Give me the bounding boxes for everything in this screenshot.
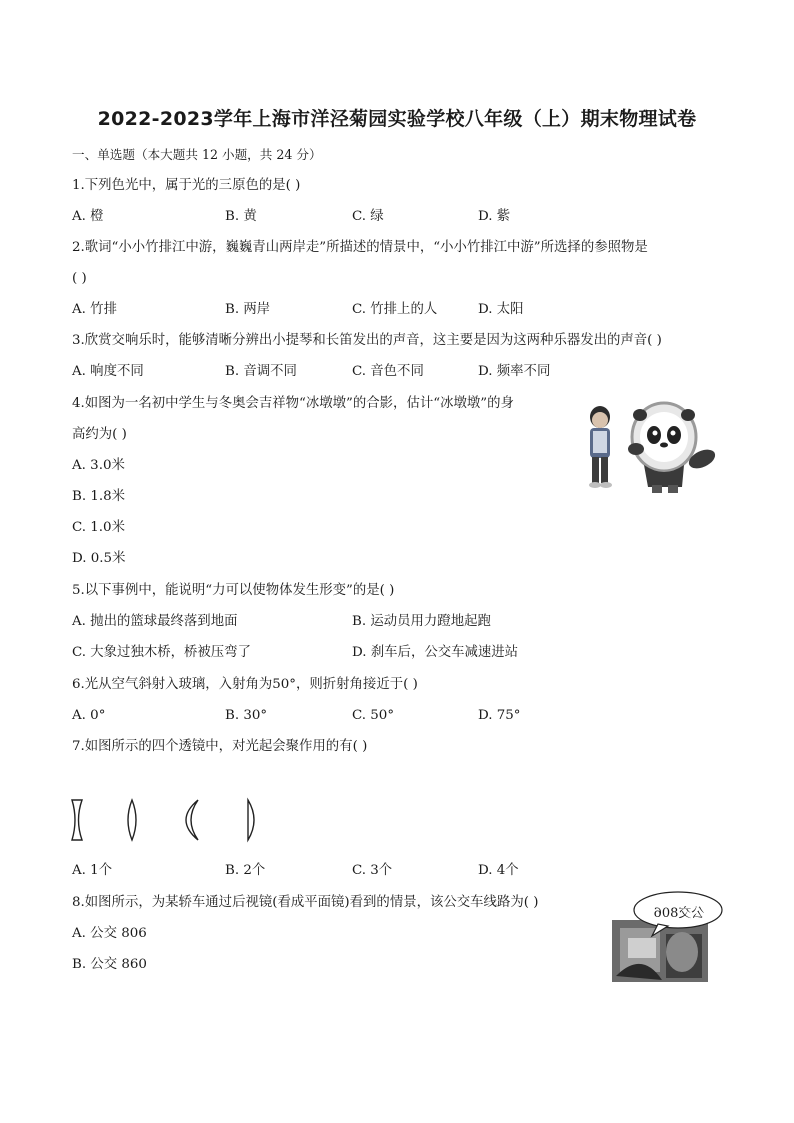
q3-option-b: B. 音调不同 [225, 364, 297, 379]
question-1: 1.下列色光中，属于光的三原色的是( ) [72, 178, 301, 193]
q6-option-a: A. 0° [72, 708, 106, 723]
q3-option-c: C. 音色不同 [352, 364, 424, 379]
q5-option-c: C. 大象过独木桥，桥被压弯了 [72, 645, 251, 660]
q1-option-a: A. 橙 [72, 209, 104, 224]
section-heading: 一、单选题（本大题共 12 小题，共 24 分） [72, 147, 322, 162]
question-4-line1: 4.如图为一名初中学生与冬奥会吉祥物“冰墩墩”的合影，估计“冰墩墩”的身 [72, 396, 514, 411]
q2-option-d: D. 太阳 [478, 302, 524, 317]
q5-option-a: A. 抛出的篮球最终落到地面 [72, 614, 238, 629]
q7-option-a: A. 1个 [72, 863, 113, 878]
rearview-mirror-photo [612, 890, 724, 982]
q6-option-b: B. 30° [225, 708, 268, 723]
q7-option-d: D. 4个 [478, 863, 519, 878]
q2-option-c: C. 竹排上的人 [352, 302, 438, 317]
student-figure [589, 406, 612, 488]
q2-option-b: B. 两岸 [225, 302, 271, 317]
q5-option-d: D. 刹车后，公交车减速进站 [352, 645, 519, 660]
question-8: 8.如图所示，为某轿车通过后视镜(看成平面镜)看到的情景，该公交车线路为( ) [72, 895, 539, 910]
q4-option-a: A. 3.0米 [72, 458, 125, 473]
q7-option-c: C. 3个 [352, 863, 393, 878]
q4-option-d: D. 0.5米 [72, 551, 126, 566]
bing-dwen-dwen-mascot [628, 403, 718, 493]
q1-option-d: D. 紫 [478, 209, 511, 224]
q8-option-b: B. 公交 860 [72, 957, 147, 972]
question-6: 6.光从空气斜射入玻璃，入射角为50°，则折射角接近于( ) [72, 677, 418, 692]
question-3: 3.欣赏交响乐时，能够清晰分辨出小提琴和长笛发出的声音，这主要是因为这两种乐器发出的声音( ) [72, 333, 662, 348]
student-mascot-photo [578, 395, 722, 499]
page-title: 2022-2023学年上海市洋泾菊园实验学校八年级（上）期末物理试卷 [97, 108, 697, 130]
question-2-line2: ( ) [72, 271, 87, 286]
q3-option-a: A. 响度不同 [72, 364, 144, 379]
q3-option-d: D. 频率不同 [478, 364, 551, 379]
q5-option-b: B. 运动员用力蹬地起跑 [352, 614, 491, 629]
meniscus-lens [186, 800, 198, 840]
plano-convex-lens [248, 800, 254, 840]
q6-option-d: D. 75° [478, 708, 521, 723]
question-4-line2: 高约为( ) [72, 427, 127, 442]
q2-option-a: A. 竹排 [72, 302, 117, 317]
question-2-line1: 2.歌词“小小竹排江中游，巍巍青山两岸走”所描述的情景中，“小小竹排江中游”所选择的参照物是 [72, 240, 648, 255]
mirrored-bus-number: 公交806 [653, 906, 705, 921]
q8-option-a: A. 公交 806 [72, 926, 147, 941]
q1-option-b: B. 黄 [225, 209, 257, 224]
q7-option-b: B. 2个 [225, 863, 266, 878]
q6-option-c: C. 50° [352, 708, 395, 723]
question-7: 7.如图所示的四个透镜中，对光起会聚作用的有( ) [72, 739, 368, 754]
q4-option-b: B. 1.8米 [72, 489, 126, 504]
q4-option-c: C. 1.0米 [72, 520, 125, 535]
biconvex-lens [128, 800, 136, 840]
concave-lens [72, 800, 82, 840]
question-5: 5.以下事例中，能说明“力可以使物体发生形变”的是( ) [72, 583, 395, 598]
lens-diagram [66, 796, 266, 848]
q1-option-c: C. 绿 [352, 209, 384, 224]
